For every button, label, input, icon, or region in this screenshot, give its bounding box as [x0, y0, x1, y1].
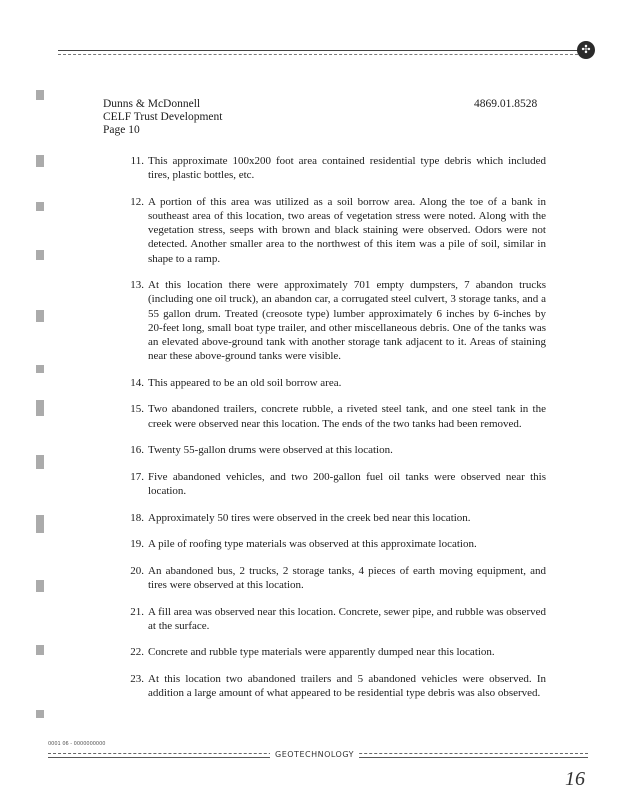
- item-text: At this location there were approximately 701 empty dumpsters, 7 abandon trucks (including one oil truck), an abandon car, a corrugated steel culvert, 3 storage tanks, and a 55 gallon drum. Treated (creosote type) lumber approximately 6 inches by 6-inches by 20-feet long, small boat type trailer, and other miscellaneous debris. One of the tanks was an elevated above-ground tank with another storage tank adjacent to it. Areas of staining near these above-ground tanks were visible.: [148, 279, 546, 363]
- header-rule: [58, 50, 578, 51]
- project-number: 4869.01.8528: [474, 98, 538, 110]
- item-text: Two abandoned trailers, concrete rubble, a riveted steel tank, and one steel tank in the creek were observed near this location. The ends of the two tanks had been removed.: [148, 403, 546, 430]
- item-text: An abandoned bus, 2 trucks, 2 storage tanks, 4 pieces of earth moving equipment, and tires were observed at this location.: [148, 564, 546, 591]
- item-number: 20.: [130, 564, 144, 577]
- footer-company-name: GEOTECHNOLOGY: [270, 750, 359, 759]
- numbered-item-list: [118, 154, 546, 713]
- footer-small-print: 0001 06 - 0000000000: [48, 741, 106, 747]
- list-item: [118, 511, 546, 525]
- list-item: [118, 443, 546, 457]
- list-item: [118, 470, 546, 498]
- list-item: [118, 645, 546, 659]
- item-text: A pile of roofing type materials was observed at this approximate location.: [148, 538, 477, 551]
- list-item: [118, 376, 546, 390]
- list-item: [118, 278, 546, 363]
- item-text: Twenty 55-gallon drums were observed at this location.: [148, 444, 393, 457]
- item-text: A fill area was observed near this location. Concrete, sewer pipe, and rubble was observed at the surface.: [148, 605, 546, 632]
- item-number: 17.: [130, 470, 144, 483]
- item-text: At this location two abandoned trailers and 5 abandoned vehicles were observed. In addition a large amount of what appeared to be residential type debris was also observed.: [148, 672, 546, 700]
- list-item: [118, 154, 546, 182]
- item-text: Approximately 50 tires were observed in the creek bed near this location.: [148, 511, 471, 524]
- item-number: 22.: [130, 646, 144, 659]
- header-rule-dashed: [58, 54, 578, 55]
- project-name: CELF Trust Development: [103, 111, 223, 123]
- list-item: [118, 195, 546, 266]
- list-item: [118, 564, 546, 592]
- list-item: [118, 537, 546, 551]
- scan-margin-marks: [36, 60, 50, 760]
- item-number: 21.: [130, 605, 144, 618]
- item-text: This appeared to be an old soil borrow area.: [148, 376, 342, 389]
- company-logo-icon: ✣: [577, 41, 595, 59]
- item-number: 12.: [130, 195, 144, 208]
- item-number: 15.: [130, 403, 144, 416]
- handwritten-page-mark: 16: [565, 768, 585, 790]
- item-number: 23.: [130, 672, 144, 685]
- item-number: 19.: [130, 538, 144, 551]
- item-number: 16.: [130, 444, 144, 457]
- item-number: 11.: [130, 155, 144, 167]
- item-text: Five abandoned vehicles, and two 200-gallon fuel oil tanks were observed near this location.: [148, 470, 546, 497]
- list-item: [118, 605, 546, 633]
- item-text: This approximate 100x200 foot area contained residential type debris which included tires, plastic bottles, etc.: [148, 155, 546, 182]
- item-number: 18.: [130, 511, 144, 524]
- item-number: 13.: [130, 279, 144, 292]
- client-name: Dunns & McDonnell: [103, 98, 201, 110]
- item-text: Concrete and rubble type materials were apparently dumped near this location.: [148, 646, 495, 659]
- item-number: 14.: [130, 376, 144, 389]
- item-text: A portion of this area was utilized as a soil borrow area. Along the toe of a bank in southeast area of this location, two areas of vegetation stress were noted. Along with the vegetation stress, seeps with brown and black staining were observed. Odors were not detected. Another smaller area to the northwest of this item was a pile of soil, similar in shape to a ramp.: [148, 195, 546, 265]
- letter-header-block: [103, 98, 222, 137]
- list-item: [118, 672, 546, 700]
- page-number: Page 10: [103, 124, 140, 136]
- list-item: [118, 402, 546, 430]
